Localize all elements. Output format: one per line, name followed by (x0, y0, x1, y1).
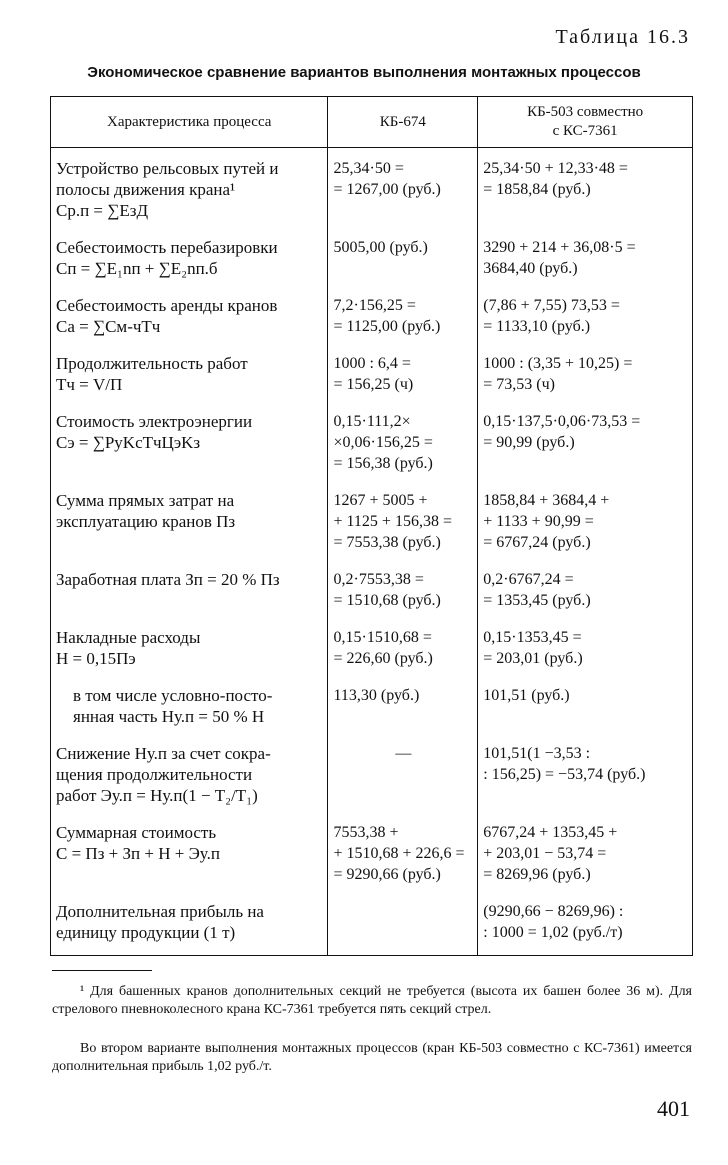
table-row (51, 739, 693, 818)
table-row (51, 291, 693, 349)
footnote-divider (52, 970, 152, 971)
row-kb674-value: 7553,38 + + 1510,68 + 226,6 = = 9290,66 (руб.) (328, 818, 478, 897)
row-kb503-value: 0,2·6767,24 = = 1353,45 (руб.) (478, 565, 693, 623)
table-header-row (51, 97, 693, 148)
row-kb503-value: 0,15·1353,45 = = 203,01 (руб.) (478, 623, 693, 681)
row-kb674-value: 0,15·111,2× ×0,06·156,25 = = 156,38 (руб.) (328, 407, 478, 486)
table-row (51, 407, 693, 486)
row-kb674-value (328, 897, 478, 956)
row-kb503-value: 101,51 (руб.) (478, 681, 693, 739)
row-kb674-value: 1000 : 6,4 = = 156,25 (ч) (328, 349, 478, 407)
row-kb503-value: 1000 : (3,35 + 10,25) = = 73,53 (ч) (478, 349, 693, 407)
row-kb503-value: 1858,84 + 3684,4 + + 1133 + 90,99 = = 6767,24 (руб.) (478, 486, 693, 565)
row-kb503-value: 101,51(1 −3,53 : : 156,25) = −53,74 (руб.) (478, 739, 693, 818)
row-kb503-value: 25,34·50 + 12,33·48 = = 1858,84 (руб.) (478, 148, 693, 234)
row-characteristic: Заработная плата Зп = 20 % Пз (51, 565, 328, 623)
row-kb503-value: (7,86 + 7,55) 73,53 = = 1133,10 (руб.) (478, 291, 693, 349)
comparison-table (50, 96, 693, 956)
row-kb674-value: 113,30 (руб.) (328, 681, 478, 739)
row-characteristic: Дополнительная прибыль на единицу продукции (1 т) (51, 897, 328, 956)
row-characteristic: Суммарная стоимость C = Пз + Зп + Н + Эу.п (51, 818, 328, 897)
table-row (51, 818, 693, 897)
row-kb674-value: 7,2·156,25 = = 1125,00 (руб.) (328, 291, 478, 349)
row-characteristic: Сумма прямых затрат на эксплуатацию кранов Пз (51, 486, 328, 565)
header-characteristic: Характеристика процесса (51, 97, 328, 148)
header-kb674: КБ-674 (328, 97, 478, 148)
page-number: 401 (657, 1096, 690, 1121)
row-kb503-value: (9290,66 − 8269,96) : : 1000 = 1,02 (руб./т) (478, 897, 693, 956)
conclusion-paragraph: Во втором варианте выполнения монтажных процессов (кран КБ-503 совместно с КС-7361) имеется дополнительная прибыль 1,02 руб./т. (52, 1041, 692, 1074)
row-kb674-value: 0,2·7553,38 = = 1510,68 (руб.) (328, 565, 478, 623)
row-kb503-value: 0,15·137,5·0,06·73,53 = = 90,99 (руб.) (478, 407, 693, 486)
table-title: Экономическое сравнение вариантов выполнения монтажных процессов (87, 64, 641, 81)
row-characteristic: Накладные расходы Н = 0,15Пэ (51, 623, 328, 681)
row-characteristic: Себестоимость аренды кранов Cа = ∑Cм-чTч (51, 291, 328, 349)
row-kb503-value: 6767,24 + 1353,45 + + 203,01 − 53,74 = = 8269,96 (руб.) (478, 818, 693, 897)
row-characteristic: Стоимость электроэнергии Cэ = ∑PуKсTчЦэKз (51, 407, 328, 486)
row-kb503-value: 3290 + 214 + 36,08·5 = 3684,40 (руб.) (478, 233, 693, 291)
row-kb674-value: — (328, 739, 478, 818)
row-characteristic: Устройство рельсовых путей и полосы движения крана¹ Cр.п = ∑EзД (51, 148, 328, 234)
row-characteristic: Снижение Ну.п за счет сокра- щения продолжительности работ Эу.п = Ну.п(1 − T₂/T₁) (51, 739, 328, 818)
row-kb674-value: 5005,00 (руб.) (328, 233, 478, 291)
table-number: Таблица 16.3 (555, 26, 690, 48)
row-kb674-value: 25,34·50 = = 1267,00 (руб.) (328, 148, 478, 234)
table-row (51, 233, 693, 291)
footnote: ¹ Для башенных кранов дополнительных секций не требуется (высота их башен более 36 м). Для стрелового пневноколесного крана КС-7361 требуется пять секций стрел. (52, 984, 692, 1017)
row-kb674-value: 1267 + 5005 + + 1125 + 156,38 = = 7553,38 (руб.) (328, 486, 478, 565)
table-row (51, 623, 693, 681)
table-row (51, 681, 693, 739)
row-kb674-value: 0,15·1510,68 = = 226,60 (руб.) (328, 623, 478, 681)
table-row (51, 349, 693, 407)
row-characteristic: Продолжительность работ Tч = V/П (51, 349, 328, 407)
table-row (51, 486, 693, 565)
table-row (51, 897, 693, 956)
table-row (51, 565, 693, 623)
row-characteristic: Себестоимость перебазировки Cп = ∑E₁nп + ∑E₂nп.б (51, 233, 328, 291)
header-kb503: КБ-503 совместно с КС-7361 (478, 97, 693, 148)
table-row (51, 148, 693, 234)
row-characteristic: в том числе условно-посто- янная часть Ну.п = 50 % Н (51, 681, 328, 739)
